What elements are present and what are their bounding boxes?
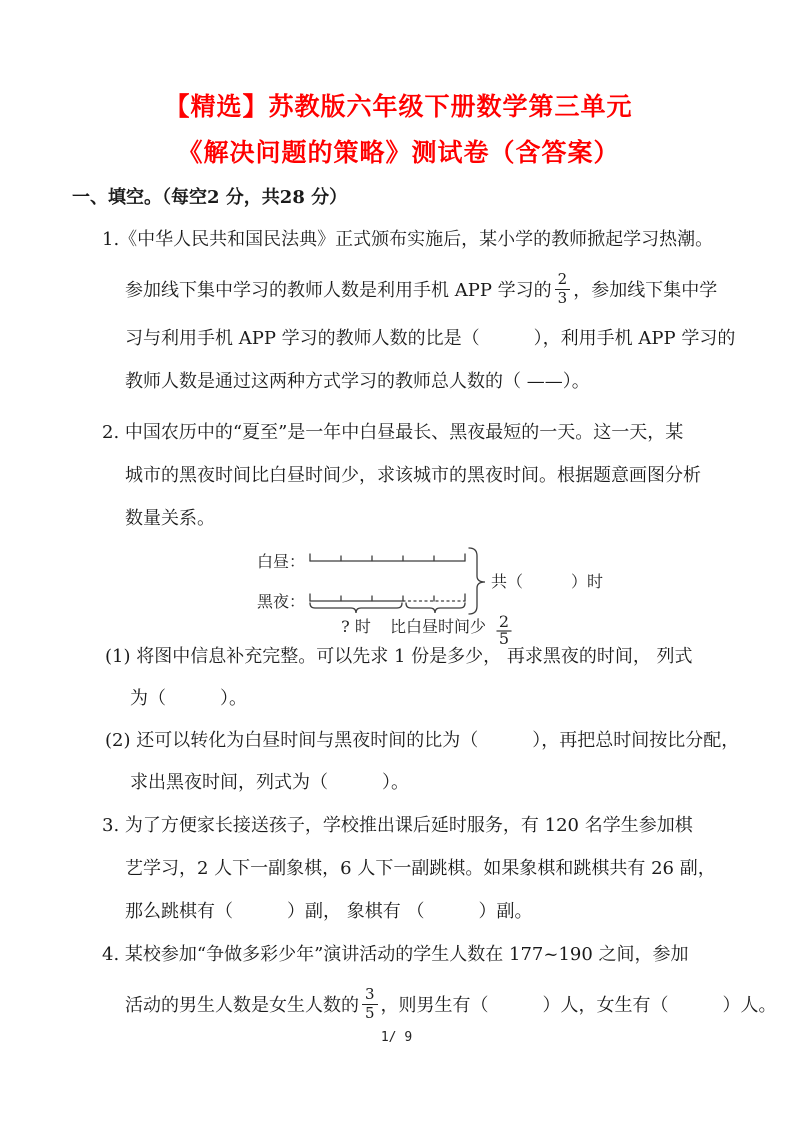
page-number: 1/ 9 bbox=[380, 1030, 413, 1045]
sub-question-2-line-1: (2) 还可以转化为白昼时间与黑夜时间的比为（ ），再把总时间按比分配， bbox=[105, 730, 740, 751]
question-1-line-2-pre: 参加线下集中学习的教师人数是利用手机 APP 学习的 bbox=[125, 280, 552, 301]
question-4-line-2 bbox=[72, 976, 777, 1032]
question-1-line-3: 习与利用手机 APP 学习的教师人数的比是（ ），利用手机 APP 学习的 bbox=[125, 328, 736, 349]
solid-part-brace bbox=[310, 603, 402, 613]
question-2-line-3: 数量关系。 bbox=[125, 508, 215, 529]
fraction-denominator: 5 bbox=[365, 1003, 375, 1022]
title-line-1: 【精选】苏教版六年级下册数学第三单元 bbox=[164, 92, 633, 121]
question-2-line-1: 2. 中国农历中的“夏至”是一年中白昼最长、黑夜最短的一天。这一天，某 bbox=[102, 422, 684, 443]
question-4-line-2-pre: 活动的男生人数是女生人数的 bbox=[125, 995, 359, 1016]
total-label: 共（ ）时 bbox=[491, 572, 604, 591]
question-1-line-1: 1.《中华人民共和国民法典》正式颁布实施后，某小学的教师掀起学习热潮。 bbox=[102, 229, 714, 250]
sub-question-1-line-2: 为（ ）。 bbox=[130, 688, 247, 709]
bar-diagram bbox=[255, 540, 725, 648]
question-1-line-4: 教师人数是通过这两种方式学习的教师总人数的（ ——）。 bbox=[125, 371, 590, 392]
dotted-part-label: 比白昼时间少 bbox=[390, 617, 487, 636]
page-title bbox=[72, 84, 725, 176]
title-line-2: 《解决问题的策略》测试卷（含答案） bbox=[177, 138, 620, 167]
sub-question-1-line-1: (1) 将图中信息补充完整。可以先求 1 份是多少， 再求黑夜的时间， 列式 bbox=[105, 646, 693, 667]
question-2-line-2: 城市的黑夜时间比白昼时间少，求该城市的黑夜时间。根据题意画图分析 bbox=[125, 465, 701, 486]
fraction-two-thirds bbox=[555, 271, 571, 307]
fraction-numerator: 3 bbox=[362, 986, 378, 1004]
question-4-line-2-post: ，则男生有（ ）人，女生有（ ）人。 bbox=[380, 995, 777, 1016]
question-4-line-1: 4. 某校参加“争做多彩少年”演讲活动的学生人数在 177~190 之间，参加 bbox=[102, 944, 689, 965]
question-3-line-2: 艺学习，2 人下一副象棋，6 人下一副跳棋。如果象棋和跳棋共有 26 副， bbox=[125, 858, 716, 879]
day-bar-label: 白昼： bbox=[257, 552, 306, 571]
fraction-denominator: 5 bbox=[498, 629, 510, 648]
total-brace bbox=[469, 548, 485, 614]
fraction-numerator: 2 bbox=[555, 271, 571, 289]
fraction-numerator: 2 bbox=[498, 612, 510, 631]
fraction-three-fifths bbox=[362, 986, 378, 1022]
solid-part-label: ? 时 bbox=[341, 617, 371, 636]
question-3-line-1: 3. 为了方便家长接送孩子，学校推出课后延时服务，有 120 名学生参加棋 bbox=[102, 815, 693, 836]
section-heading: 一、填空。（每空2 分，共28 分） bbox=[72, 187, 348, 208]
dotted-part-brace bbox=[406, 603, 465, 613]
question-1-line-2-post: ，参加线下集中学 bbox=[573, 280, 718, 301]
question-1-line-2 bbox=[72, 261, 725, 317]
fraction-denominator: 3 bbox=[557, 288, 568, 307]
sub-question-2-line-2: 求出黑夜时间，列式为（ ）。 bbox=[130, 772, 409, 793]
fraction-two-fifths bbox=[497, 612, 511, 648]
bar-diagram-svg bbox=[255, 540, 604, 648]
night-bar bbox=[310, 594, 465, 601]
night-bar-label: 黑夜： bbox=[257, 592, 306, 611]
day-bar bbox=[310, 554, 465, 561]
question-3-line-3: 那么跳棋有（ ）副， 象棋有 （ ）副。 bbox=[125, 901, 533, 922]
